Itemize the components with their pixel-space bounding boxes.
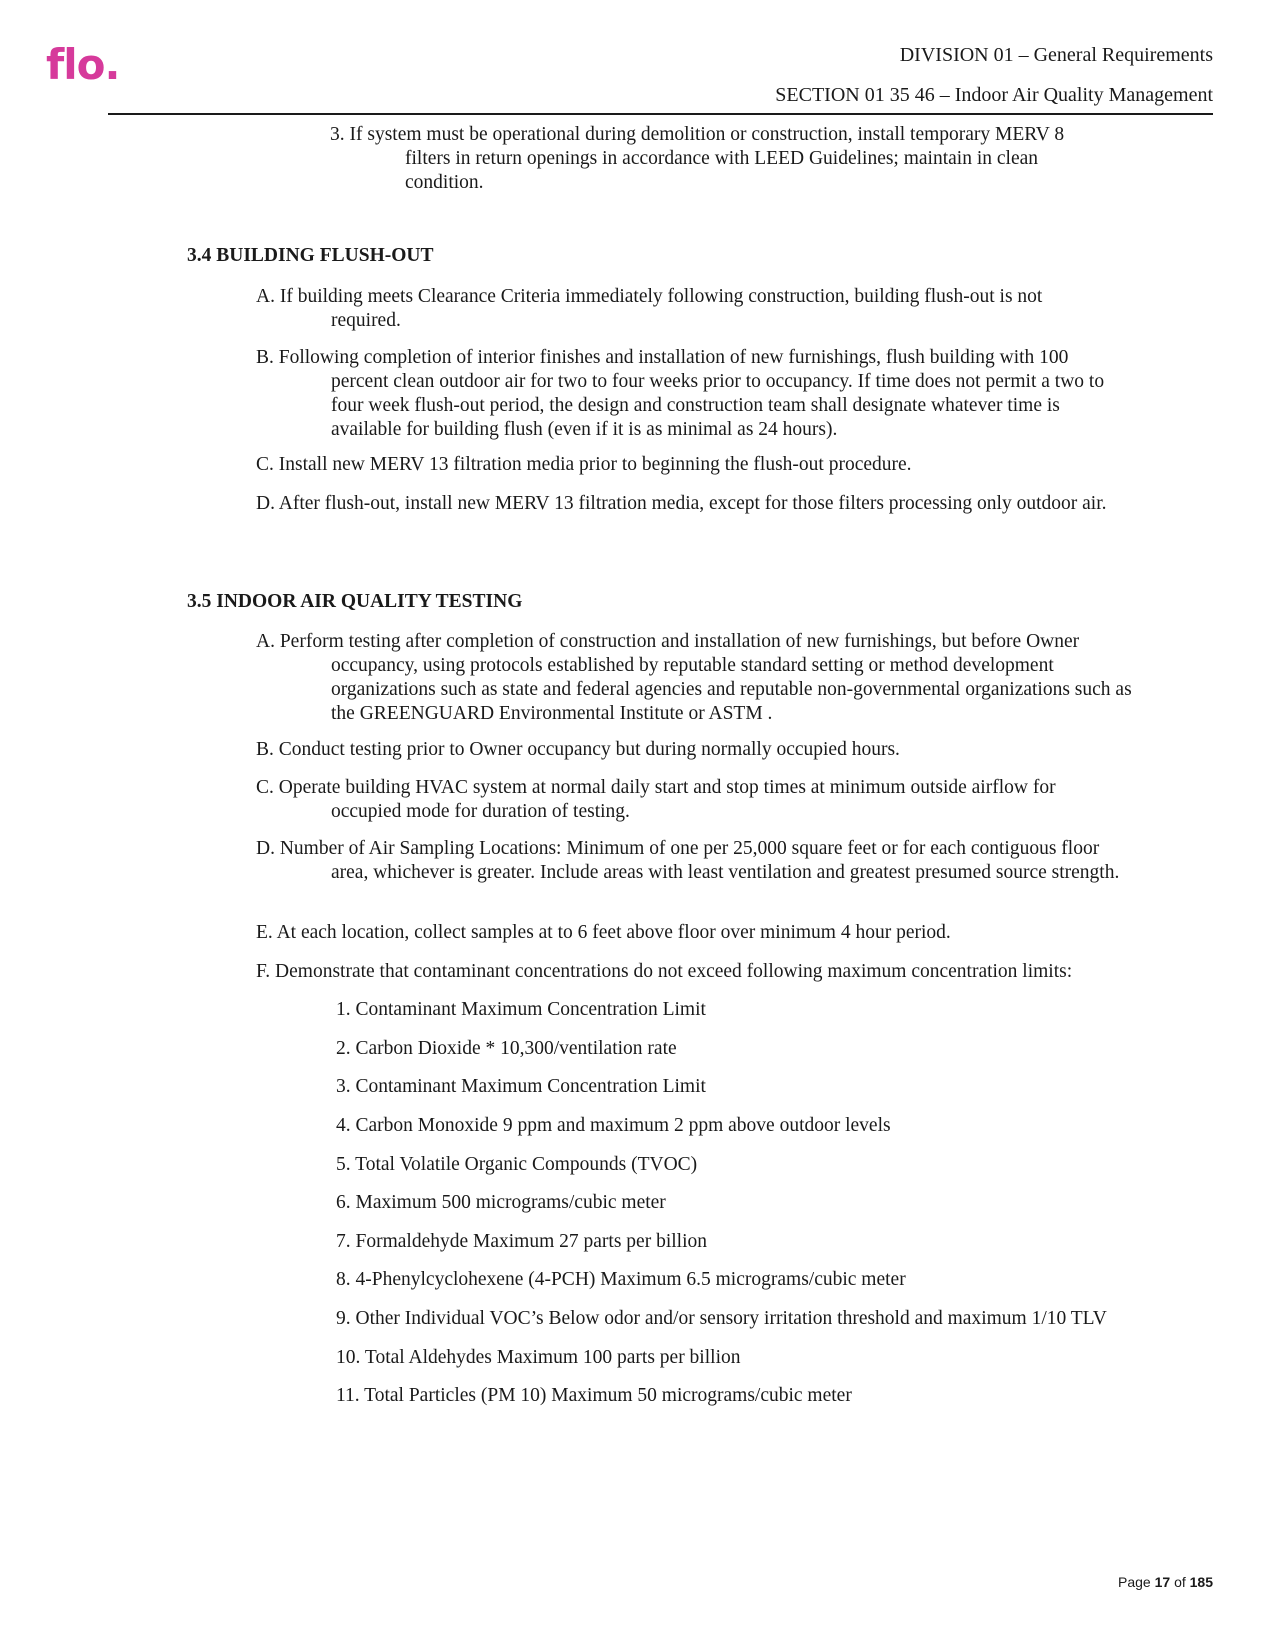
limit-item: 5. Total Volatile Organic Compounds (TVOC) xyxy=(336,1154,698,1175)
header-divider xyxy=(108,113,1213,115)
limit-item: 9. Other Individual VOC’s Below odor and/or sensory irritation threshold and maximum 1/10 TLV xyxy=(336,1308,1107,1329)
list-item: A. If building meets Clearance Criteria immediately following construction, building flush-out is not required. xyxy=(256,286,1043,331)
list-item: B. Following completion of interior finishes and installation of new furnishings, flush building with 100 percent clean outdoor air for two to four weeks prior to occupancy. If time does not permit a two to four week flush-out period, the design and construction team shall designate whatever time is available for building flush (even if it is as minimal as 24 hours). xyxy=(256,347,1105,440)
limit-item: 1. Contaminant Maximum Concentration Limit xyxy=(336,999,706,1020)
limit-item: 6. Maximum 500 micrograms/cubic meter xyxy=(336,1192,666,1213)
list-item: 3. If system must be operational during demolition or construction, install temporary MERV 8 filters in return openings in accordance with LEED Guidelines; maintain in clean condition. xyxy=(330,124,1065,193)
section-title: SECTION 01 35 46 – Indoor Air Quality Management xyxy=(775,84,1213,106)
limit-item: 3. Contaminant Maximum Concentration Limit xyxy=(336,1076,706,1097)
limit-item: 7. Formaldehyde Maximum 27 parts per billion xyxy=(336,1231,707,1252)
list-item: D. Number of Air Sampling Locations: Minimum of one per 25,000 square feet or for each contiguous floor area, whichever is greater. Include areas with least ventilation and greatest presumed source strength. xyxy=(256,838,1120,883)
list-item: F. Demonstrate that contaminant concentrations do not exceed following maximum concentration limits: xyxy=(256,961,1073,982)
section-heading-3-4: 3.4 BUILDING FLUSH-OUT xyxy=(187,245,434,266)
limit-item: 4. Carbon Monoxide 9 ppm and maximum 2 ppm above outdoor levels xyxy=(336,1115,891,1136)
list-item: A. Perform testing after completion of construction and installation of new furnishings, but before Owner occupancy, using protocols established by reputable standard setting or method development organizations such as state and federal agencies and reputable non-governmental organizations such as the GREENGUARD Environmental Institute or ASTM . xyxy=(256,631,1132,724)
list-item: C. Operate building HVAC system at normal daily start and stop times at minimum outside airflow for occupied mode for duration of testing. xyxy=(256,777,1056,822)
limit-item: 8. 4-Phenylcyclohexene (4-PCH) Maximum 6.5 micrograms/cubic meter xyxy=(336,1269,906,1290)
of-label: of xyxy=(1174,1574,1186,1590)
list-item: C. Install new MERV 13 filtration media prior to beginning the flush-out procedure. xyxy=(256,454,912,475)
limit-item: 2. Carbon Dioxide * 10,300/ventilation rate xyxy=(336,1038,677,1059)
page-total: 185 xyxy=(1189,1574,1213,1590)
list-item: E. At each location, collect samples at to 6 feet above floor over minimum 4 hour period. xyxy=(256,922,951,943)
division-title: DIVISION 01 – General Requirements xyxy=(899,44,1213,66)
list-item: D. After flush-out, install new MERV 13 filtration media, except for those filters processing only outdoor air. xyxy=(256,493,1107,514)
page-label: Page xyxy=(1118,1574,1151,1590)
section-heading-3-5: 3.5 INDOOR AIR QUALITY TESTING xyxy=(187,591,523,612)
page-number xyxy=(1118,1574,1213,1590)
page-current: 17 xyxy=(1154,1574,1171,1590)
limit-item: 11. Total Particles (PM 10) Maximum 50 micrograms/cubic meter xyxy=(336,1385,852,1406)
logo: flo. xyxy=(46,40,120,89)
list-item: B. Conduct testing prior to Owner occupancy but during normally occupied hours. xyxy=(256,739,900,760)
limit-item: 10. Total Aldehydes Maximum 100 parts per billion xyxy=(336,1347,741,1368)
